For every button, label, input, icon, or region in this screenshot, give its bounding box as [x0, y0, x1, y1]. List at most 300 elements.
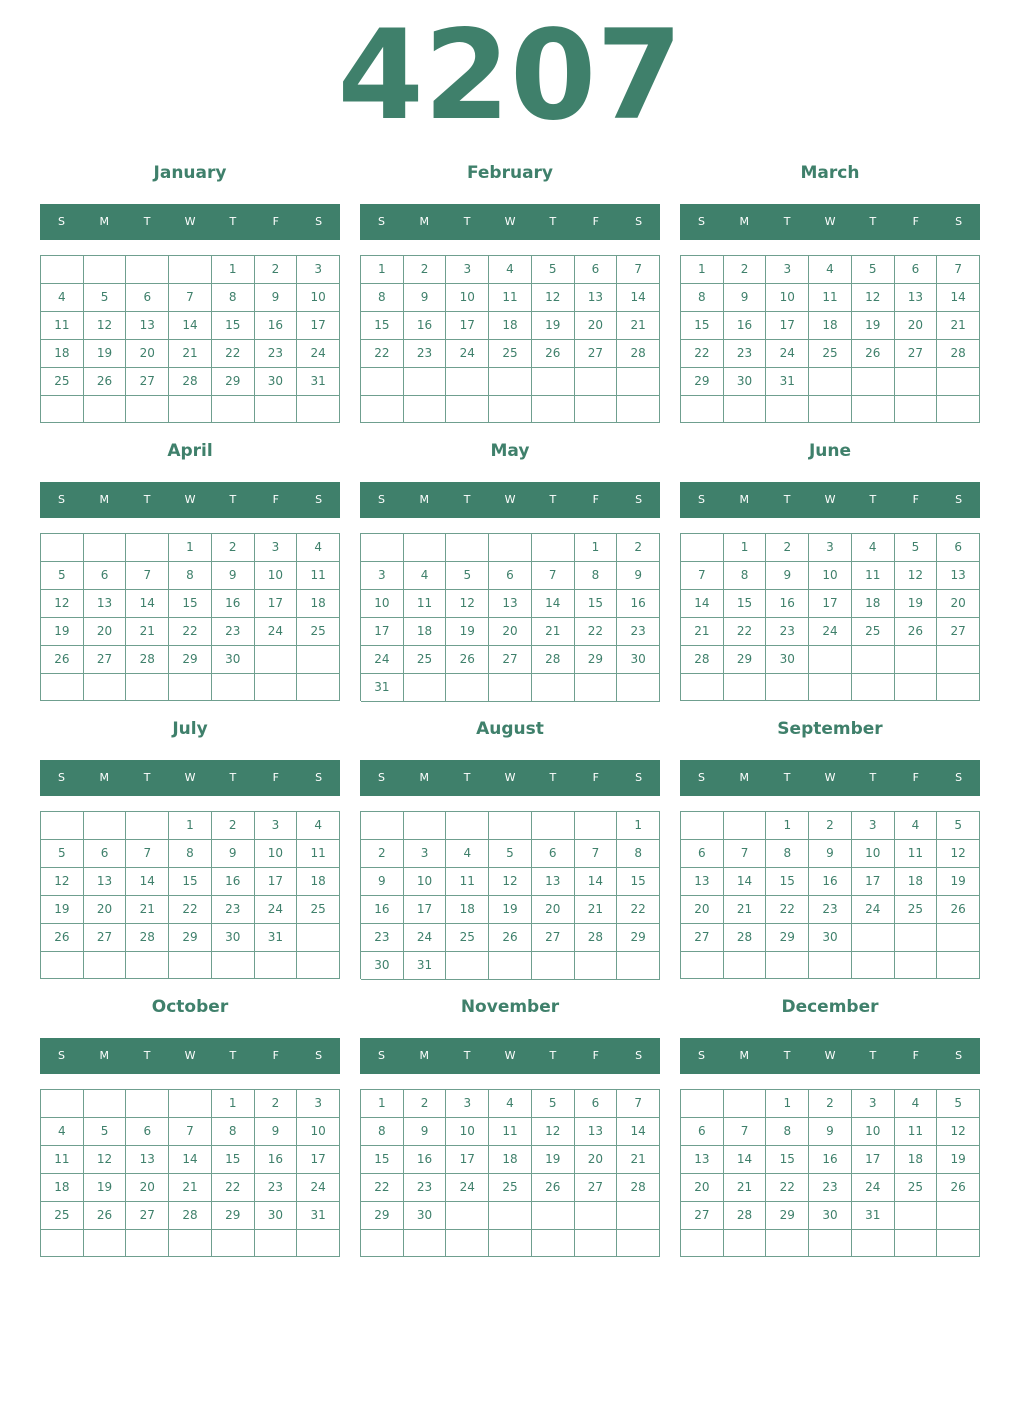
day-cell: 26 — [84, 368, 127, 396]
empty-day-cell — [937, 646, 980, 674]
empty-day-cell — [895, 674, 938, 701]
day-cell: 28 — [532, 646, 575, 674]
empty-day-cell — [489, 534, 532, 562]
day-cell: 22 — [212, 340, 255, 368]
day-cell: 24 — [852, 1174, 895, 1202]
day-cell: 2 — [361, 840, 404, 868]
empty-day-cell — [895, 368, 938, 396]
day-cell: 4 — [41, 284, 84, 312]
month-name: December — [781, 997, 879, 1017]
day-cell: 16 — [766, 590, 809, 618]
empty-day-cell — [297, 1230, 340, 1257]
day-cell: 8 — [169, 562, 212, 590]
day-cell: 18 — [895, 1146, 938, 1174]
weekday-label: T — [869, 493, 877, 506]
day-cell: 19 — [446, 618, 489, 646]
weekday-header — [40, 482, 340, 518]
day-cell: 4 — [297, 812, 340, 840]
day-cell: 23 — [255, 1174, 298, 1202]
empty-day-cell — [126, 952, 169, 979]
weekday-label: F — [272, 493, 279, 506]
day-cell: 4 — [446, 840, 489, 868]
day-cell: 24 — [446, 1174, 489, 1202]
day-cell: 25 — [489, 1174, 532, 1202]
day-cell: 14 — [617, 1118, 660, 1146]
empty-day-cell — [937, 952, 980, 979]
weekday-label: M — [739, 493, 750, 506]
empty-day-cell — [212, 1230, 255, 1257]
weekday-label: S — [955, 493, 963, 506]
day-cell: 19 — [532, 312, 575, 340]
weekday-label: F — [912, 215, 919, 228]
day-grid — [680, 1089, 980, 1257]
day-cell: 23 — [404, 1174, 447, 1202]
weekday-label: W — [184, 493, 196, 506]
day-cell: 17 — [446, 312, 489, 340]
day-cell: 20 — [489, 618, 532, 646]
day-cell: 10 — [404, 868, 447, 896]
day-cell: 18 — [852, 590, 895, 618]
day-cell: 2 — [809, 1090, 852, 1118]
day-cell: 10 — [361, 590, 404, 618]
day-cell: 14 — [126, 590, 169, 618]
day-cell: 29 — [212, 368, 255, 396]
day-cell: 23 — [212, 896, 255, 924]
day-cell: 25 — [41, 1202, 84, 1230]
weekday-header — [680, 1038, 980, 1074]
weekday-header — [360, 1038, 660, 1074]
day-cell: 15 — [169, 590, 212, 618]
empty-day-cell — [361, 812, 404, 840]
empty-day-cell — [169, 1090, 212, 1118]
day-cell: 5 — [895, 534, 938, 562]
day-grid — [360, 811, 660, 979]
day-cell: 30 — [809, 924, 852, 952]
weekday-label: T — [783, 215, 791, 228]
day-cell: 17 — [852, 1146, 895, 1174]
day-cell: 5 — [937, 1090, 980, 1118]
empty-day-cell — [41, 1090, 84, 1118]
day-cell: 22 — [575, 618, 618, 646]
day-cell: 20 — [681, 1174, 724, 1202]
day-cell: 25 — [297, 618, 340, 646]
day-cell: 17 — [255, 590, 298, 618]
empty-day-cell — [575, 812, 618, 840]
day-cell: 18 — [404, 618, 447, 646]
weekday-header — [40, 760, 340, 796]
day-cell: 16 — [212, 868, 255, 896]
day-cell: 25 — [895, 896, 938, 924]
day-cell: 26 — [446, 646, 489, 674]
day-cell: 18 — [895, 868, 938, 896]
day-cell: 15 — [766, 868, 809, 896]
day-cell: 10 — [297, 284, 340, 312]
day-cell: 27 — [681, 1202, 724, 1230]
empty-day-cell — [489, 674, 532, 702]
day-cell: 31 — [297, 368, 340, 396]
day-cell: 7 — [681, 562, 724, 590]
day-cell: 24 — [297, 340, 340, 368]
day-cell: 22 — [361, 1174, 404, 1202]
empty-day-cell — [809, 1230, 852, 1257]
day-grid — [360, 255, 660, 423]
empty-day-cell — [489, 952, 532, 980]
weekday-label: S — [57, 771, 65, 784]
weekday-label: S — [697, 215, 705, 228]
day-cell: 15 — [766, 1146, 809, 1174]
day-cell: 9 — [212, 840, 255, 868]
day-cell: 8 — [681, 284, 724, 312]
day-cell: 10 — [852, 840, 895, 868]
day-cell: 13 — [575, 1118, 618, 1146]
weekday-label: W — [824, 771, 836, 784]
day-cell: 11 — [489, 284, 532, 312]
weekday-label: W — [824, 215, 836, 228]
empty-day-cell — [724, 952, 767, 979]
weekday-label: S — [635, 493, 643, 506]
day-cell: 6 — [84, 562, 127, 590]
day-cell: 18 — [41, 1174, 84, 1202]
empty-day-cell — [852, 396, 895, 423]
day-cell: 26 — [532, 1174, 575, 1202]
day-cell: 2 — [724, 256, 767, 284]
weekday-label: T — [783, 1049, 791, 1062]
empty-day-cell — [212, 396, 255, 423]
day-cell: 4 — [895, 812, 938, 840]
empty-day-cell — [724, 812, 767, 840]
day-cell: 3 — [297, 256, 340, 284]
weekday-label: S — [57, 1049, 65, 1062]
day-cell: 22 — [681, 340, 724, 368]
day-cell: 25 — [489, 340, 532, 368]
empty-day-cell — [617, 368, 660, 396]
day-cell: 19 — [937, 1146, 980, 1174]
day-cell: 9 — [617, 562, 660, 590]
day-cell: 9 — [361, 868, 404, 896]
weekday-label: F — [912, 493, 919, 506]
day-cell: 22 — [169, 618, 212, 646]
weekday-label: F — [272, 215, 279, 228]
empty-day-cell — [575, 1202, 618, 1230]
weekday-label: T — [143, 771, 151, 784]
day-cell: 12 — [84, 312, 127, 340]
day-cell: 6 — [532, 840, 575, 868]
empty-day-cell — [404, 1230, 447, 1257]
empty-day-cell — [446, 812, 489, 840]
day-cell: 27 — [895, 340, 938, 368]
day-cell: 3 — [255, 534, 298, 562]
day-cell: 29 — [766, 924, 809, 952]
weekday-label: S — [377, 493, 385, 506]
day-cell: 28 — [169, 1202, 212, 1230]
day-cell: 31 — [255, 924, 298, 952]
day-cell: 6 — [681, 1118, 724, 1146]
day-cell: 30 — [212, 646, 255, 674]
day-cell: 18 — [446, 896, 489, 924]
day-cell: 20 — [575, 1146, 618, 1174]
day-cell: 30 — [255, 368, 298, 396]
day-cell: 23 — [361, 924, 404, 952]
day-cell: 12 — [937, 840, 980, 868]
day-cell: 30 — [255, 1202, 298, 1230]
day-cell: 16 — [255, 1146, 298, 1174]
weekday-label: T — [143, 215, 151, 228]
weekday-label: S — [315, 771, 323, 784]
day-cell: 27 — [575, 340, 618, 368]
empty-day-cell — [446, 1230, 489, 1257]
day-cell: 7 — [617, 1090, 660, 1118]
day-cell: 10 — [446, 1118, 489, 1146]
day-cell: 12 — [41, 590, 84, 618]
day-cell: 13 — [532, 868, 575, 896]
day-cell: 16 — [617, 590, 660, 618]
empty-day-cell — [766, 396, 809, 423]
day-cell: 29 — [681, 368, 724, 396]
day-cell: 27 — [575, 1174, 618, 1202]
weekday-label: W — [824, 1049, 836, 1062]
weekday-label: S — [377, 771, 385, 784]
day-cell: 10 — [255, 840, 298, 868]
empty-day-cell — [297, 396, 340, 423]
empty-day-cell — [169, 396, 212, 423]
empty-day-cell — [255, 674, 298, 701]
weekday-header — [680, 760, 980, 796]
empty-day-cell — [41, 1230, 84, 1257]
empty-day-cell — [404, 812, 447, 840]
weekday-label: F — [592, 1049, 599, 1062]
day-cell: 1 — [681, 256, 724, 284]
day-cell: 13 — [84, 868, 127, 896]
empty-day-cell — [681, 952, 724, 979]
month-name: August — [476, 719, 544, 739]
day-cell: 19 — [937, 868, 980, 896]
weekday-label: S — [635, 215, 643, 228]
day-cell: 2 — [212, 534, 255, 562]
day-cell: 29 — [212, 1202, 255, 1230]
empty-day-cell — [532, 674, 575, 702]
empty-day-cell — [852, 368, 895, 396]
weekday-label: M — [739, 771, 750, 784]
day-cell: 21 — [617, 312, 660, 340]
empty-day-cell — [766, 674, 809, 701]
empty-day-cell — [446, 534, 489, 562]
empty-day-cell — [169, 1230, 212, 1257]
day-cell: 8 — [361, 1118, 404, 1146]
weekday-label: F — [912, 1049, 919, 1062]
month-name: February — [466, 163, 554, 183]
empty-day-cell — [84, 812, 127, 840]
month-name: May — [490, 441, 530, 461]
day-cell: 28 — [169, 368, 212, 396]
empty-day-cell — [212, 952, 255, 979]
day-cell: 24 — [255, 618, 298, 646]
empty-day-cell — [446, 952, 489, 980]
empty-day-cell — [532, 1202, 575, 1230]
empty-day-cell — [361, 1230, 404, 1257]
day-cell: 2 — [617, 534, 660, 562]
day-cell: 10 — [297, 1118, 340, 1146]
day-cell: 3 — [852, 1090, 895, 1118]
weekday-label: S — [57, 493, 65, 506]
day-grid — [40, 811, 340, 979]
day-cell: 15 — [212, 1146, 255, 1174]
empty-day-cell — [532, 396, 575, 424]
day-cell: 1 — [212, 256, 255, 284]
day-cell: 29 — [575, 646, 618, 674]
empty-day-cell — [446, 674, 489, 702]
empty-day-cell — [809, 674, 852, 701]
empty-day-cell — [446, 396, 489, 424]
empty-day-cell — [297, 674, 340, 701]
day-cell: 9 — [255, 284, 298, 312]
day-cell: 6 — [489, 562, 532, 590]
day-cell: 29 — [724, 646, 767, 674]
day-cell: 5 — [84, 284, 127, 312]
weekday-label: W — [504, 1049, 516, 1062]
empty-day-cell — [937, 1202, 980, 1230]
empty-day-cell — [852, 952, 895, 979]
day-cell: 24 — [297, 1174, 340, 1202]
day-cell: 4 — [404, 562, 447, 590]
day-cell: 30 — [404, 1202, 447, 1230]
day-cell: 12 — [852, 284, 895, 312]
weekday-label: S — [955, 771, 963, 784]
empty-day-cell — [937, 674, 980, 701]
day-cell: 9 — [809, 840, 852, 868]
month-name: June — [808, 441, 852, 461]
day-cell: 24 — [361, 646, 404, 674]
empty-day-cell — [809, 396, 852, 423]
weekday-label: M — [99, 215, 110, 228]
empty-day-cell — [489, 812, 532, 840]
weekday-label: F — [272, 1049, 279, 1062]
day-cell: 29 — [169, 646, 212, 674]
day-cell: 17 — [297, 312, 340, 340]
day-cell: 5 — [84, 1118, 127, 1146]
day-cell: 19 — [532, 1146, 575, 1174]
empty-day-cell — [532, 1230, 575, 1257]
day-cell: 28 — [126, 646, 169, 674]
empty-day-cell — [84, 674, 127, 701]
day-cell: 13 — [489, 590, 532, 618]
day-cell: 7 — [937, 256, 980, 284]
day-cell: 27 — [681, 924, 724, 952]
day-cell: 20 — [84, 618, 127, 646]
empty-day-cell — [575, 368, 618, 396]
day-cell: 16 — [404, 312, 447, 340]
day-grid — [40, 533, 340, 701]
empty-day-cell — [617, 396, 660, 424]
empty-day-cell — [809, 952, 852, 979]
weekday-label: S — [697, 771, 705, 784]
day-cell: 11 — [446, 868, 489, 896]
empty-day-cell — [126, 1230, 169, 1257]
day-cell: 18 — [297, 868, 340, 896]
month-name: September — [777, 719, 883, 739]
day-cell: 13 — [681, 1146, 724, 1174]
weekday-label: T — [463, 1049, 471, 1062]
day-cell: 31 — [766, 368, 809, 396]
empty-day-cell — [895, 952, 938, 979]
weekday-header — [360, 760, 660, 796]
day-cell: 21 — [617, 1146, 660, 1174]
day-cell: 1 — [361, 256, 404, 284]
day-cell: 26 — [489, 924, 532, 952]
weekday-label: T — [869, 215, 877, 228]
day-cell: 15 — [681, 312, 724, 340]
day-cell: 17 — [255, 868, 298, 896]
day-cell: 3 — [361, 562, 404, 590]
day-cell: 7 — [169, 284, 212, 312]
day-cell: 19 — [41, 618, 84, 646]
empty-day-cell — [297, 952, 340, 979]
day-cell: 27 — [126, 1202, 169, 1230]
day-cell: 16 — [809, 868, 852, 896]
day-cell: 26 — [41, 924, 84, 952]
empty-day-cell — [41, 396, 84, 423]
empty-day-cell — [852, 1230, 895, 1257]
empty-day-cell — [575, 674, 618, 702]
weekday-header — [360, 204, 660, 240]
empty-day-cell — [255, 396, 298, 423]
empty-day-cell — [255, 1230, 298, 1257]
empty-day-cell — [297, 924, 340, 952]
day-cell: 6 — [126, 1118, 169, 1146]
empty-day-cell — [532, 952, 575, 980]
empty-day-cell — [724, 396, 767, 423]
weekday-label: T — [143, 493, 151, 506]
weekday-label: T — [463, 771, 471, 784]
weekday-label: W — [824, 493, 836, 506]
day-cell: 2 — [212, 812, 255, 840]
day-cell: 23 — [255, 340, 298, 368]
day-cell: 21 — [575, 896, 618, 924]
day-cell: 15 — [724, 590, 767, 618]
day-cell: 1 — [212, 1090, 255, 1118]
day-cell: 3 — [446, 256, 489, 284]
weekday-label: W — [184, 1049, 196, 1062]
day-grid — [40, 1089, 340, 1257]
empty-day-cell — [361, 396, 404, 424]
day-cell: 13 — [126, 1146, 169, 1174]
weekday-label: F — [592, 493, 599, 506]
day-cell: 27 — [126, 368, 169, 396]
day-cell: 14 — [617, 284, 660, 312]
day-cell: 15 — [575, 590, 618, 618]
day-cell: 9 — [404, 284, 447, 312]
weekday-label: T — [549, 1049, 557, 1062]
day-cell: 5 — [41, 562, 84, 590]
day-cell: 30 — [766, 646, 809, 674]
day-cell: 25 — [852, 618, 895, 646]
day-cell: 18 — [489, 1146, 532, 1174]
day-cell: 25 — [41, 368, 84, 396]
day-cell: 21 — [532, 618, 575, 646]
day-cell: 3 — [255, 812, 298, 840]
day-cell: 26 — [937, 1174, 980, 1202]
month-name: July — [172, 719, 208, 739]
weekday-label: T — [229, 493, 237, 506]
day-cell: 16 — [404, 1146, 447, 1174]
day-cell: 14 — [532, 590, 575, 618]
weekday-label: S — [57, 215, 65, 228]
empty-day-cell — [937, 924, 980, 952]
empty-day-cell — [681, 396, 724, 423]
day-cell: 15 — [617, 868, 660, 896]
day-cell: 5 — [446, 562, 489, 590]
empty-day-cell — [852, 924, 895, 952]
day-cell: 5 — [532, 1090, 575, 1118]
